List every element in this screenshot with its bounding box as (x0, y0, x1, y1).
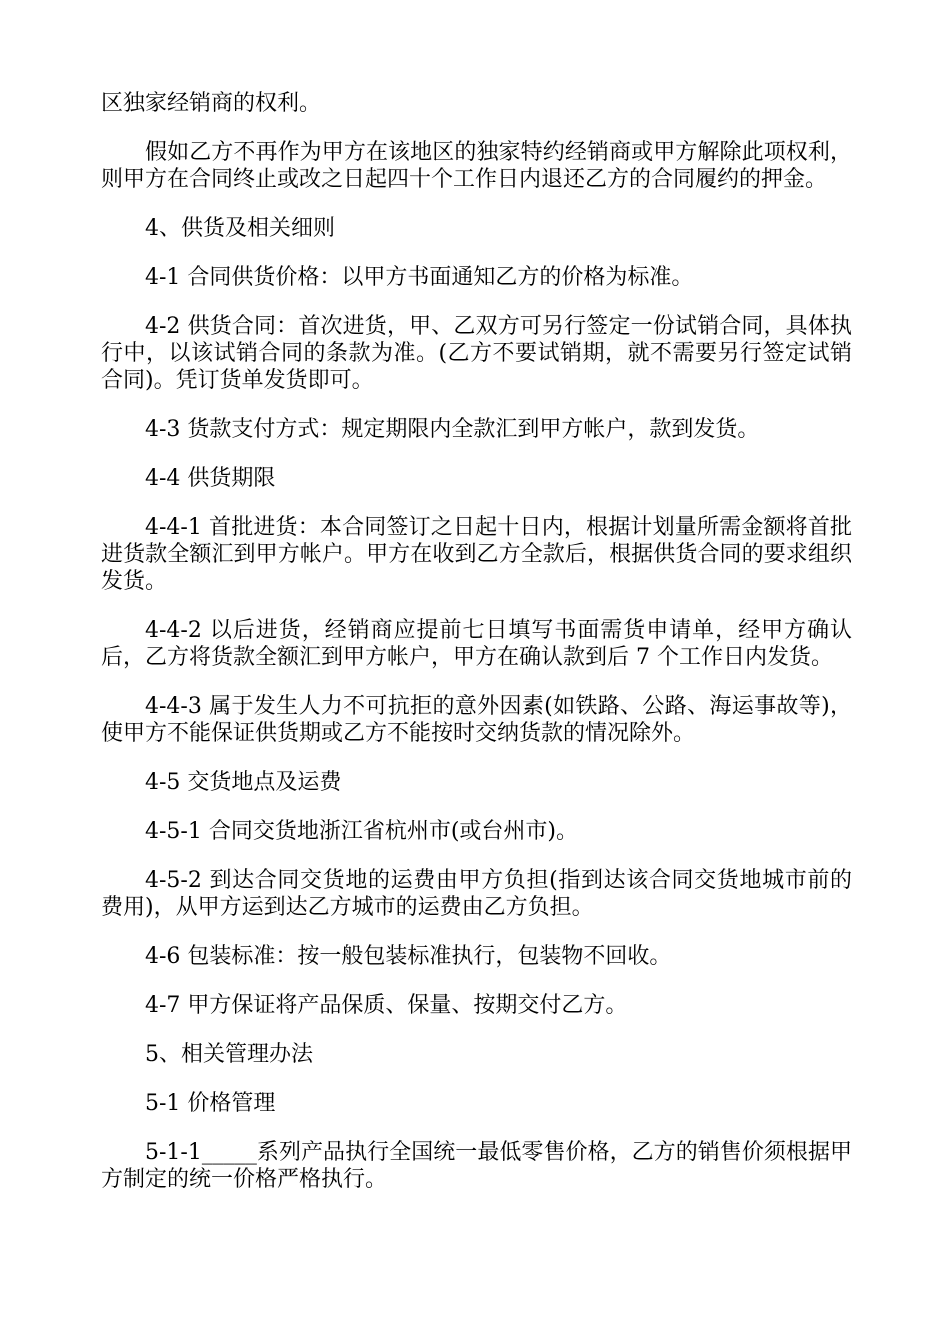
clause-4-5-1: 4-5-1 合同交货地浙江省杭州市(或台州市)。 (145, 819, 579, 844)
paragraph-1: 区独家经销商的权利。 (101, 91, 322, 116)
clause-4-1: 4-1 合同供货价格：以甲方书面通知乙方的价格为标准。 (145, 265, 694, 290)
clause-4-3: 4-3 货款支付方式：规定期限内全款汇到甲方帐户，款到发货。 (145, 417, 760, 442)
clause-5-1: 5-1 价格管理 (145, 1091, 276, 1116)
clause-4-4: 4-4 供货期限 (145, 466, 276, 491)
clause-4-4-1: 4-4-1 首批进货：本合同签订之日起十日内，根据计划量所需金额将首批进货款全额汇到甲方帐户。甲方在收到乙方全款后，根据供货合同的要求组织发货。 (101, 515, 852, 594)
clause-4-4-3: 4-4-3 属于发生人力不可抗拒的意外因素(如铁路、公路、海运事故等)，使甲方不能保证供货期或乙方不能按时交纳货款的情况除外。 (101, 694, 852, 746)
clause-4-4-2: 4-4-2 以后进货，经销商应提前七日填写书面需货申请单，经甲方确认后，乙方将货款全额汇到甲方帐户，甲方在确认款到后 7 个工作日内发货。 (101, 618, 852, 670)
section-heading-4: 4、供货及相关细则 (145, 216, 335, 241)
clause-4-7: 4-7 甲方保证将产品保质、保量、按期交付乙方。 (145, 993, 628, 1018)
section-heading-5: 5、相关管理办法 (145, 1042, 313, 1067)
clause-4-5: 4-5 交货地点及运费 (145, 770, 342, 795)
clause-5-1-1: 5-1-1_____系列产品执行全国统一最低零售价格，乙方的销售价须根据甲方制定的统一价格严格执行。 (101, 1140, 852, 1192)
clause-4-5-2: 4-5-2 到达合同交货地的运费由甲方负担(指到达该合同交货地城市前的费用)，从甲方运到达乙方城市的运费由乙方负担。 (101, 868, 852, 920)
paragraph-2: 假如乙方不再作为甲方在该地区的独家特约经销商或甲方解除此项权利，则甲方在合同终止或改之日起四十个工作日内退还乙方的合同履约的押金。 (101, 140, 852, 192)
document-page (101, 90, 852, 1215)
clause-4-2: 4-2 供货合同：首次进货，甲、乙双方可另行签定一份试销合同，具体执行中，以该试销合同的条款为准。(乙方不要试销期，就不需要另行签定试销合同)。凭订货单发货即可。 (101, 314, 852, 393)
clause-4-6: 4-6 包装标准：按一般包装标准执行，包装物不回收。 (145, 944, 672, 969)
